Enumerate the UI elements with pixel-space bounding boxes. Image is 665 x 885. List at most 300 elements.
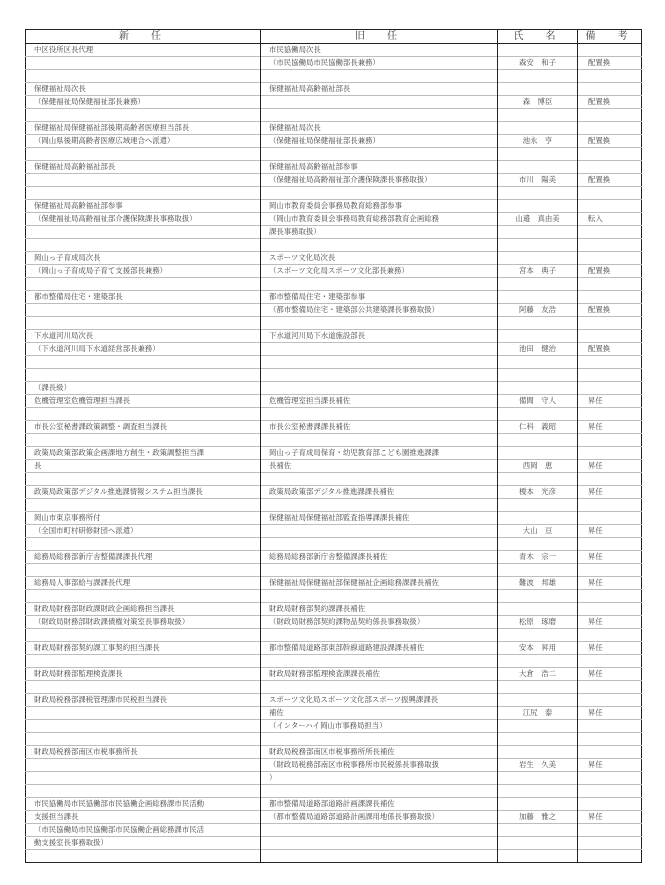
old-post-cell bbox=[261, 187, 498, 200]
new-post-cell: 財政局税務部課税管理課市民税担当課長 bbox=[26, 694, 261, 707]
old-post-cell: 財政局税務部南区市税事務所所長補佐 bbox=[261, 746, 498, 759]
table-row bbox=[26, 161, 642, 174]
remarks-cell bbox=[578, 720, 642, 733]
remarks-cell: 配置換 bbox=[578, 343, 642, 356]
old-post-cell bbox=[261, 369, 498, 382]
name-cell bbox=[498, 200, 578, 213]
table-row bbox=[26, 824, 642, 837]
remarks-cell: 昇任 bbox=[578, 525, 642, 538]
table-row bbox=[26, 811, 642, 824]
table-row bbox=[26, 694, 642, 707]
remarks-cell bbox=[578, 239, 642, 252]
remarks-cell: 転入 bbox=[578, 213, 642, 226]
old-post-cell: （岡山市教育委員会事務局教育総務部教育企画総務 bbox=[261, 213, 498, 226]
name-cell: 宮本 典子 bbox=[498, 265, 578, 278]
new-post-cell bbox=[26, 720, 261, 733]
name-cell: 池永 亨 bbox=[498, 135, 578, 148]
old-post-cell bbox=[261, 278, 498, 291]
table-row bbox=[26, 551, 642, 564]
name-cell bbox=[498, 148, 578, 161]
old-post-cell bbox=[261, 343, 498, 356]
remarks-cell bbox=[578, 447, 642, 460]
new-post-cell: 保健福祉局次長 bbox=[26, 83, 261, 96]
name-cell bbox=[498, 330, 578, 343]
name-cell bbox=[498, 798, 578, 811]
remarks-cell: 昇任 bbox=[578, 486, 642, 499]
table-row bbox=[26, 304, 642, 317]
name-cell bbox=[498, 629, 578, 642]
new-post-cell bbox=[26, 850, 261, 863]
name-cell: 森 博臣 bbox=[498, 96, 578, 109]
name-cell bbox=[498, 447, 578, 460]
new-post-cell: 危機管理室危機管理担当課長 bbox=[26, 395, 261, 408]
table-row bbox=[26, 668, 642, 681]
new-post-cell: 政策局政策部政策企画課地方創生・政策調整担当課 bbox=[26, 447, 261, 460]
remarks-cell bbox=[578, 109, 642, 122]
table-body bbox=[26, 44, 642, 863]
new-post-cell: （岡山っ子育成局子育て支援部長兼務） bbox=[26, 265, 261, 278]
table-row bbox=[26, 213, 642, 226]
remarks-cell: 配置換 bbox=[578, 57, 642, 70]
name-cell bbox=[498, 122, 578, 135]
name-cell bbox=[498, 291, 578, 304]
old-post-cell: （スポーツ文化局スポーツ文化部長兼務） bbox=[261, 265, 498, 278]
old-post-cell bbox=[261, 824, 498, 837]
old-post-cell: 課長事務取扱） bbox=[261, 226, 498, 239]
table-row bbox=[26, 447, 642, 460]
new-post-cell: （岡山県後期高齢者医療広域連合へ派遣） bbox=[26, 135, 261, 148]
table-row bbox=[26, 70, 642, 83]
name-cell: 山邉 真由美 bbox=[498, 213, 578, 226]
old-post-cell bbox=[261, 681, 498, 694]
name-cell bbox=[498, 772, 578, 785]
new-post-cell bbox=[26, 70, 261, 83]
new-post-cell: 財政局財務部契約課工事契約担当課長 bbox=[26, 642, 261, 655]
remarks-cell: 昇任 bbox=[578, 707, 642, 720]
remarks-cell bbox=[578, 291, 642, 304]
remarks-cell bbox=[578, 408, 642, 421]
new-post-cell bbox=[26, 109, 261, 122]
old-post-cell bbox=[261, 525, 498, 538]
new-post-cell bbox=[26, 473, 261, 486]
old-post-cell bbox=[261, 564, 498, 577]
remarks-cell bbox=[578, 161, 642, 174]
table-row bbox=[26, 681, 642, 694]
new-post-cell: （保健福祉局保健福祉部長兼務） bbox=[26, 96, 261, 109]
remarks-cell bbox=[578, 538, 642, 551]
table-row bbox=[26, 135, 642, 148]
header-row bbox=[26, 30, 642, 44]
remarks-cell bbox=[578, 655, 642, 668]
new-post-cell bbox=[26, 681, 261, 694]
remarks-cell: 昇任 bbox=[578, 577, 642, 590]
name-cell bbox=[498, 785, 578, 798]
name-cell: 阿藤 友浩 bbox=[498, 304, 578, 317]
name-cell: 備間 守人 bbox=[498, 395, 578, 408]
name-cell bbox=[498, 109, 578, 122]
remarks-cell bbox=[578, 122, 642, 135]
old-post-cell bbox=[261, 382, 498, 395]
remarks-cell: 配置換 bbox=[578, 304, 642, 317]
header-new-post: 新 任 bbox=[26, 30, 261, 44]
new-post-cell: 保健福祉局保健福祉部後期高齢者医療担当部長 bbox=[26, 122, 261, 135]
name-cell bbox=[498, 538, 578, 551]
table-row bbox=[26, 525, 642, 538]
table-row bbox=[26, 746, 642, 759]
new-post-cell bbox=[26, 499, 261, 512]
table-row bbox=[26, 733, 642, 746]
remarks-cell: 昇任 bbox=[578, 759, 642, 772]
name-cell: 仁科 義昭 bbox=[498, 421, 578, 434]
table-row bbox=[26, 317, 642, 330]
name-cell: 安本 昇用 bbox=[498, 642, 578, 655]
table-row bbox=[26, 707, 642, 720]
new-post-cell bbox=[26, 317, 261, 330]
name-cell bbox=[498, 44, 578, 57]
remarks-cell: 昇任 bbox=[578, 395, 642, 408]
new-post-cell bbox=[26, 408, 261, 421]
remarks-cell: 配置換 bbox=[578, 265, 642, 278]
new-post-cell: 政策局政策部デジタル推進課情報システム担当課長 bbox=[26, 486, 261, 499]
table-row bbox=[26, 239, 642, 252]
table-row bbox=[26, 759, 642, 772]
name-cell bbox=[498, 733, 578, 746]
remarks-cell bbox=[578, 512, 642, 525]
old-post-cell bbox=[261, 785, 498, 798]
new-post-cell bbox=[26, 356, 261, 369]
header-name: 氏 名 bbox=[498, 30, 578, 44]
old-post-cell: 保健福祉局高齢福祉部参事 bbox=[261, 161, 498, 174]
old-post-cell: ） bbox=[261, 772, 498, 785]
name-cell bbox=[498, 603, 578, 616]
old-post-cell bbox=[261, 239, 498, 252]
old-post-cell: 政策局政策部デジタル推進課課長補佐 bbox=[261, 486, 498, 499]
old-post-cell: 危機管理室担当課長補佐 bbox=[261, 395, 498, 408]
header-old-post: 旧 任 bbox=[261, 30, 498, 44]
table-row bbox=[26, 109, 642, 122]
new-post-cell bbox=[26, 174, 261, 187]
remarks-cell bbox=[578, 252, 642, 265]
remarks-cell bbox=[578, 772, 642, 785]
remarks-cell: 昇任 bbox=[578, 642, 642, 655]
new-post-cell bbox=[26, 707, 261, 720]
new-post-cell bbox=[26, 785, 261, 798]
old-post-cell: （市民協働局市民協働部長兼務） bbox=[261, 57, 498, 70]
old-post-cell bbox=[261, 408, 498, 421]
remarks-cell bbox=[578, 70, 642, 83]
new-post-cell: 下水道河川局次長 bbox=[26, 330, 261, 343]
new-post-cell bbox=[26, 239, 261, 252]
remarks-cell: 配置換 bbox=[578, 135, 642, 148]
remarks-cell bbox=[578, 317, 642, 330]
remarks-cell bbox=[578, 356, 642, 369]
name-cell: 池田 健治 bbox=[498, 343, 578, 356]
new-post-cell: 財政局税務部南区市税事務所長 bbox=[26, 746, 261, 759]
new-post-cell: 総務局総務部新庁舎整備課課長代理 bbox=[26, 551, 261, 564]
name-cell: 岩生 久美 bbox=[498, 759, 578, 772]
new-post-cell bbox=[26, 759, 261, 772]
table-row bbox=[26, 200, 642, 213]
personnel-table bbox=[25, 29, 642, 863]
name-cell bbox=[498, 512, 578, 525]
new-post-cell: （全国市町村研修財団へ派遣） bbox=[26, 525, 261, 538]
old-post-cell: 保健福祉局高齢福祉部長 bbox=[261, 83, 498, 96]
old-post-cell: （保健福祉局保健福祉部長兼務） bbox=[261, 135, 498, 148]
old-post-cell: 財政局財務部契約課課長補佐 bbox=[261, 603, 498, 616]
old-post-cell: 市長公室秘書課課長補佐 bbox=[261, 421, 498, 434]
name-cell bbox=[498, 850, 578, 863]
table-row bbox=[26, 720, 642, 733]
name-cell: 江尻 泰 bbox=[498, 707, 578, 720]
new-post-cell: 中区役所区長代理 bbox=[26, 44, 261, 57]
table-row bbox=[26, 187, 642, 200]
remarks-cell bbox=[578, 785, 642, 798]
new-post-cell: 岡山っ子育成局次長 bbox=[26, 252, 261, 265]
new-post-cell: （課長級） bbox=[26, 382, 261, 395]
name-cell: 松原 琢磨 bbox=[498, 616, 578, 629]
table-row bbox=[26, 356, 642, 369]
name-cell bbox=[498, 239, 578, 252]
name-cell: 加藤 雅之 bbox=[498, 811, 578, 824]
name-cell bbox=[498, 681, 578, 694]
old-post-cell: 補佐 bbox=[261, 707, 498, 720]
remarks-cell bbox=[578, 44, 642, 57]
new-post-cell bbox=[26, 278, 261, 291]
new-post-cell: 保健福祉局高齢福祉部参事 bbox=[26, 200, 261, 213]
header-remarks: 備 考 bbox=[578, 30, 642, 44]
table-row bbox=[26, 616, 642, 629]
new-post-cell bbox=[26, 187, 261, 200]
remarks-cell: 昇任 bbox=[578, 616, 642, 629]
table-row bbox=[26, 330, 642, 343]
new-post-cell: 総務局人事部給与課課長代理 bbox=[26, 577, 261, 590]
table-row bbox=[26, 473, 642, 486]
new-post-cell: 市民協働局市民協働部市民協働企画総務課市民活動 bbox=[26, 798, 261, 811]
old-post-cell bbox=[261, 590, 498, 603]
table-row bbox=[26, 538, 642, 551]
old-post-cell: （保健福祉局高齢福祉部介護保険課長事務取扱） bbox=[261, 174, 498, 187]
old-post-cell bbox=[261, 70, 498, 83]
old-post-cell bbox=[261, 733, 498, 746]
remarks-cell bbox=[578, 590, 642, 603]
remarks-cell bbox=[578, 83, 642, 96]
table-row bbox=[26, 486, 642, 499]
old-post-cell bbox=[261, 629, 498, 642]
table-row bbox=[26, 785, 642, 798]
new-post-cell bbox=[26, 564, 261, 577]
remarks-cell bbox=[578, 200, 642, 213]
table-row bbox=[26, 408, 642, 421]
name-cell bbox=[498, 252, 578, 265]
old-post-cell: （インターハイ岡山市事務局担当） bbox=[261, 720, 498, 733]
new-post-cell bbox=[26, 733, 261, 746]
table-row bbox=[26, 421, 642, 434]
table-row bbox=[26, 577, 642, 590]
name-cell: 難波 邦雄 bbox=[498, 577, 578, 590]
remarks-cell: 昇任 bbox=[578, 668, 642, 681]
name-cell: 西岡 恵 bbox=[498, 460, 578, 473]
name-cell bbox=[498, 356, 578, 369]
old-post-cell: 都市整備局道路部道路計画課課長補佐 bbox=[261, 798, 498, 811]
old-post-cell: 長補佐 bbox=[261, 460, 498, 473]
table-row bbox=[26, 278, 642, 291]
new-post-cell: 保健福祉局高齢福祉部長 bbox=[26, 161, 261, 174]
remarks-cell bbox=[578, 733, 642, 746]
new-post-cell bbox=[26, 226, 261, 239]
name-cell bbox=[498, 473, 578, 486]
new-post-cell bbox=[26, 655, 261, 668]
old-post-cell bbox=[261, 473, 498, 486]
old-post-cell bbox=[261, 538, 498, 551]
new-post-cell: 動支援室長事務取扱） bbox=[26, 837, 261, 850]
table-row bbox=[26, 590, 642, 603]
old-post-cell: （財政局税務部南区市税事務所市民税係長事務取扱 bbox=[261, 759, 498, 772]
new-post-cell: 岡山市東京事務所付 bbox=[26, 512, 261, 525]
remarks-cell: 昇任 bbox=[578, 811, 642, 824]
name-cell: 森安 和子 bbox=[498, 57, 578, 70]
old-post-cell bbox=[261, 837, 498, 850]
table-row bbox=[26, 655, 642, 668]
table-row bbox=[26, 96, 642, 109]
name-cell bbox=[498, 694, 578, 707]
name-cell bbox=[498, 434, 578, 447]
old-post-cell: スポーツ文化局スポーツ文化部スポーツ振興課課長 bbox=[261, 694, 498, 707]
name-cell bbox=[498, 590, 578, 603]
table-row bbox=[26, 395, 642, 408]
table-row bbox=[26, 603, 642, 616]
remarks-cell bbox=[578, 837, 642, 850]
old-post-cell: 岡山っ子育成局保育・幼児教育部こども園推進課課 bbox=[261, 447, 498, 460]
name-cell bbox=[498, 369, 578, 382]
name-cell bbox=[498, 564, 578, 577]
table-row bbox=[26, 434, 642, 447]
name-cell bbox=[498, 278, 578, 291]
new-post-cell bbox=[26, 369, 261, 382]
name-cell bbox=[498, 408, 578, 421]
old-post-cell: スポーツ文化局次長 bbox=[261, 252, 498, 265]
name-cell bbox=[498, 317, 578, 330]
new-post-cell: 市長公室秘書課政策調整・調査担当課長 bbox=[26, 421, 261, 434]
remarks-cell bbox=[578, 564, 642, 577]
remarks-cell bbox=[578, 681, 642, 694]
old-post-cell: 下水道河川局下水道施設部長 bbox=[261, 330, 498, 343]
remarks-cell bbox=[578, 824, 642, 837]
table-row bbox=[26, 798, 642, 811]
name-cell bbox=[498, 720, 578, 733]
name-cell bbox=[498, 499, 578, 512]
name-cell bbox=[498, 824, 578, 837]
table-row bbox=[26, 291, 642, 304]
remarks-cell bbox=[578, 746, 642, 759]
table-row bbox=[26, 83, 642, 96]
name-cell: 市川 陽美 bbox=[498, 174, 578, 187]
old-post-cell: 保健福祉局保健福祉部監査指導課課長補佐 bbox=[261, 512, 498, 525]
table-row bbox=[26, 252, 642, 265]
old-post-cell: 都市整備局住宅・建築部参事 bbox=[261, 291, 498, 304]
old-post-cell bbox=[261, 317, 498, 330]
old-post-cell: （都市整備局道路部道路計画課用地係長事務取扱） bbox=[261, 811, 498, 824]
table-row bbox=[26, 642, 642, 655]
old-post-cell bbox=[261, 356, 498, 369]
new-post-cell bbox=[26, 57, 261, 70]
table-row bbox=[26, 460, 642, 473]
name-cell bbox=[498, 187, 578, 200]
remarks-cell: 昇任 bbox=[578, 551, 642, 564]
remarks-cell: 配置換 bbox=[578, 174, 642, 187]
name-cell bbox=[498, 161, 578, 174]
new-post-cell: （市民協働局市民協働部市民協働企画総務課市民活 bbox=[26, 824, 261, 837]
new-post-cell bbox=[26, 590, 261, 603]
table-row bbox=[26, 512, 642, 525]
new-post-cell bbox=[26, 772, 261, 785]
table-row bbox=[26, 772, 642, 785]
old-post-cell: 総務局総務部新庁舎整備課課長補佐 bbox=[261, 551, 498, 564]
name-cell bbox=[498, 83, 578, 96]
old-post-cell: 都市整備局道路部東部幹線道路建設課課長補佐 bbox=[261, 642, 498, 655]
remarks-cell bbox=[578, 850, 642, 863]
name-cell bbox=[498, 382, 578, 395]
remarks-cell bbox=[578, 694, 642, 707]
old-post-cell bbox=[261, 850, 498, 863]
table-row bbox=[26, 382, 642, 395]
table-row bbox=[26, 148, 642, 161]
remarks-cell bbox=[578, 369, 642, 382]
table-row bbox=[26, 499, 642, 512]
name-cell bbox=[498, 655, 578, 668]
new-post-cell: 都市整備局住宅・建築部長 bbox=[26, 291, 261, 304]
new-post-cell: （保健福祉局高齢福祉部介護保険課長事務取扱） bbox=[26, 213, 261, 226]
table-row bbox=[26, 44, 642, 57]
new-post-cell bbox=[26, 538, 261, 551]
old-post-cell bbox=[261, 434, 498, 447]
old-post-cell: （財政局財務部契約課物品契約係長事務取扱） bbox=[261, 616, 498, 629]
remarks-cell bbox=[578, 798, 642, 811]
remarks-cell: 昇任 bbox=[578, 421, 642, 434]
remarks-cell bbox=[578, 434, 642, 447]
remarks-cell bbox=[578, 226, 642, 239]
new-post-cell bbox=[26, 148, 261, 161]
name-cell: 大倉 浩二 bbox=[498, 668, 578, 681]
remarks-cell: 昇任 bbox=[578, 460, 642, 473]
remarks-cell: 配置換 bbox=[578, 96, 642, 109]
remarks-cell bbox=[578, 187, 642, 200]
old-post-cell: 財政局財務部監理検査課課長補佐 bbox=[261, 668, 498, 681]
name-cell: 青木 宗一 bbox=[498, 551, 578, 564]
new-post-cell bbox=[26, 629, 261, 642]
table-row bbox=[26, 122, 642, 135]
old-post-cell: 保健福祉局次長 bbox=[261, 122, 498, 135]
name-cell bbox=[498, 70, 578, 83]
old-post-cell: （都市整備局住宅・建築部公共建築課長事務取扱） bbox=[261, 304, 498, 317]
remarks-cell bbox=[578, 499, 642, 512]
new-post-cell bbox=[26, 434, 261, 447]
old-post-cell bbox=[261, 109, 498, 122]
name-cell bbox=[498, 837, 578, 850]
table-row bbox=[26, 174, 642, 187]
old-post-cell bbox=[261, 148, 498, 161]
remarks-cell bbox=[578, 278, 642, 291]
old-post-cell: 保健福祉局保健福祉部保健福祉企画総務課課長補佐 bbox=[261, 577, 498, 590]
name-cell bbox=[498, 746, 578, 759]
old-post-cell: 岡山市教育委員会事務局教育総務部参事 bbox=[261, 200, 498, 213]
table-row bbox=[26, 343, 642, 356]
new-post-cell bbox=[26, 304, 261, 317]
table-row bbox=[26, 564, 642, 577]
old-post-cell bbox=[261, 499, 498, 512]
remarks-cell bbox=[578, 629, 642, 642]
remarks-cell bbox=[578, 330, 642, 343]
table-row bbox=[26, 837, 642, 850]
